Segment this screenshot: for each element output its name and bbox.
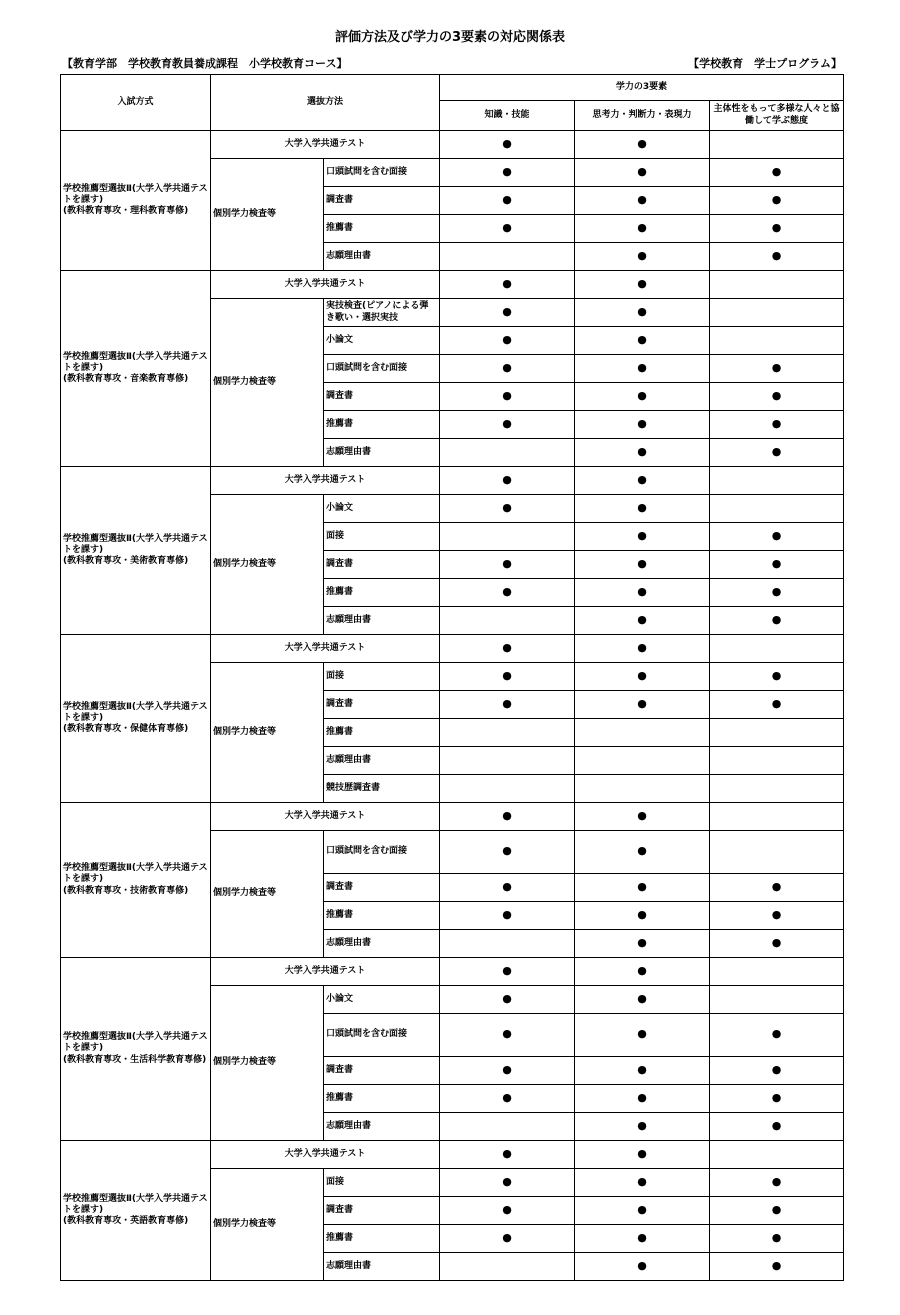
bullet-mark: ● [637,332,647,346]
mark-thinking [575,1057,710,1085]
exam-type-name: 学校推薦型選抜Ⅱ(大学入学共通テストを課す) (教科教育専攻・美術教育専修) [61,467,211,635]
bullet-mark: ● [502,192,512,206]
mark-thinking [575,635,710,663]
common-test-row [61,1141,844,1169]
common-test-row [61,271,844,299]
bullet-mark: ● [637,991,647,1005]
bullet-mark: ● [502,416,512,430]
mark-thinking [575,159,710,187]
bullet-mark: ● [637,164,647,178]
common-test-label: 大学入学共通テスト [211,958,440,986]
mark-knowledge [440,831,575,874]
mark-attitude [710,635,844,663]
method-name: 調査書 [324,383,440,411]
mark-thinking [575,495,710,523]
method-name: 推薦書 [324,1225,440,1253]
method-name: 志願理由書 [324,243,440,271]
mark-knowledge [440,467,575,495]
individual-exam-label: 個別学力検査等 [211,495,324,635]
mark-attitude [710,930,844,958]
bullet-mark: ● [502,1146,512,1160]
bullet-mark: ● [637,276,647,290]
mark-thinking [575,1169,710,1197]
mark-thinking [575,986,710,1014]
method-name: 小論文 [324,986,440,1014]
bullet-mark: ● [637,1090,647,1104]
bullet-mark: ● [771,556,782,570]
bullet-mark: ● [637,1174,647,1188]
header-attitude: 主体性をもって多様な人々と協働して学ぶ態度 [710,101,844,131]
bullet-mark: ● [502,808,512,822]
mark-knowledge [440,775,575,803]
bullet-mark: ● [502,1062,512,1076]
bullet-mark: ● [502,472,512,486]
common-test-label: 大学入学共通テスト [211,467,440,495]
method-name: 面接 [324,663,440,691]
mark-attitude [710,1169,844,1197]
bullet-mark: ● [771,444,782,458]
bullet-mark: ● [637,360,647,374]
mark-knowledge [440,1169,575,1197]
mark-thinking [575,1225,710,1253]
mark-attitude [710,607,844,635]
bullet-mark: ● [771,1202,782,1216]
mark-thinking [575,607,710,635]
mark-thinking [575,439,710,467]
header-row [61,75,844,101]
mark-thinking [575,327,710,355]
mark-attitude [710,1197,844,1225]
header-knowledge: 知識・技能 [440,101,575,131]
method-name: 推薦書 [324,1085,440,1113]
bullet-mark: ● [502,304,512,318]
method-name: 口頭試問を含む面接 [324,1014,440,1057]
mark-knowledge [440,803,575,831]
method-name: 志願理由書 [324,607,440,635]
mark-thinking [575,579,710,607]
mark-thinking [575,299,710,327]
mark-knowledge [440,411,575,439]
mark-attitude [710,467,844,495]
bullet-mark: ● [502,668,512,682]
bullet-mark: ● [502,556,512,570]
bullet-mark: ● [502,164,512,178]
common-test-label: 大学入学共通テスト [211,635,440,663]
bullet-mark: ● [502,332,512,346]
mark-attitude [710,1014,844,1057]
mark-thinking [575,902,710,930]
method-name: 調査書 [324,1057,440,1085]
common-test-label: 大学入学共通テスト [211,803,440,831]
mark-attitude [710,243,844,271]
bullet-mark: ● [502,276,512,290]
method-name: 推薦書 [324,902,440,930]
bullet-mark: ● [502,1090,512,1104]
bullet-mark: ● [637,192,647,206]
common-test-row [61,803,844,831]
method-name: 小論文 [324,495,440,523]
bullet-mark: ● [502,1202,512,1216]
mark-knowledge [440,1014,575,1057]
bullet-mark: ● [771,164,782,178]
bullet-mark: ● [771,1062,782,1076]
exam-type-name: 学校推薦型選抜Ⅱ(大学入学共通テストを課す) (教科教育専攻・理科教育専修) [61,131,211,271]
bullet-mark: ● [637,612,647,626]
exam-type-name: 学校推薦型選抜Ⅱ(大学入学共通テストを課す) (教科教育専攻・保健体育専修) [61,635,211,803]
mark-attitude [710,775,844,803]
bullet-mark: ● [502,640,512,654]
bullet-mark: ● [771,1090,782,1104]
bullet-mark: ● [637,528,647,542]
mark-attitude [710,831,844,874]
mark-attitude [710,523,844,551]
mark-thinking [575,691,710,719]
mark-attitude [710,271,844,299]
bullet-mark: ● [771,907,782,921]
bullet-mark: ● [502,220,512,234]
method-name: 推薦書 [324,411,440,439]
individual-exam-label: 個別学力検査等 [211,299,324,467]
program-label: 【学校教育 学士プログラム】 [688,57,842,70]
mark-knowledge [440,1225,575,1253]
bullet-mark: ● [502,907,512,921]
exam-type-name: 学校推薦型選抜Ⅱ(大学入学共通テストを課す) (教科教育専攻・英語教育専修) [61,1141,211,1281]
common-test-row [61,958,844,986]
individual-exam-label: 個別学力検査等 [211,159,324,271]
mark-knowledge [440,691,575,719]
mark-thinking [575,1113,710,1141]
mark-thinking [575,874,710,902]
mark-attitude [710,187,844,215]
bullet-mark: ● [637,1027,647,1041]
method-name: 実技検査(ピアノによる弾き歌い・選択実技 [324,299,440,327]
method-name: 調査書 [324,551,440,579]
common-test-row [61,635,844,663]
method-name: 口頭試問を含む面接 [324,355,440,383]
mark-attitude [710,551,844,579]
mark-thinking [575,243,710,271]
mark-attitude [710,803,844,831]
common-test-label: 大学入学共通テスト [211,131,440,159]
bullet-mark: ● [502,844,512,858]
mark-thinking [575,1141,710,1169]
mark-attitude [710,1225,844,1253]
bullet-mark: ● [637,472,647,486]
bullet-mark: ● [637,935,647,949]
mark-thinking [575,271,710,299]
bullet-mark: ● [771,1230,782,1244]
bullet-mark: ● [771,220,782,234]
mark-knowledge [440,243,575,271]
mark-knowledge [440,719,575,747]
mark-thinking [575,930,710,958]
table-body [61,75,844,1281]
mark-thinking [575,958,710,986]
mark-knowledge [440,986,575,1014]
method-name: 競技歴調査書 [324,775,440,803]
exam-type-name: 学校推薦型選抜Ⅱ(大学入学共通テストを課す) (教科教育専攻・技術教育専修) [61,803,211,958]
mark-thinking [575,411,710,439]
mark-attitude [710,958,844,986]
mark-attitude [710,495,844,523]
mark-knowledge [440,1141,575,1169]
mark-thinking [575,131,710,159]
mark-attitude [710,1085,844,1113]
mark-attitude [710,327,844,355]
method-name: 志願理由書 [324,439,440,467]
mark-attitude [710,159,844,187]
bullet-mark: ● [502,360,512,374]
mark-knowledge [440,523,575,551]
mark-knowledge [440,607,575,635]
exam-type-name: 学校推薦型選抜Ⅱ(大学入学共通テストを課す) (教科教育専攻・音楽教育専修) [61,271,211,467]
bullet-mark: ● [771,584,782,598]
mark-attitude [710,411,844,439]
bullet-mark: ● [771,1174,782,1188]
mark-attitude [710,1113,844,1141]
method-name: 口頭試問を含む面接 [324,159,440,187]
mark-knowledge [440,930,575,958]
mark-thinking [575,1253,710,1281]
header-three-elements: 学力の3要素 [440,75,844,101]
mark-attitude [710,874,844,902]
mark-knowledge [440,1253,575,1281]
bullet-mark: ● [637,696,647,710]
mark-knowledge [440,131,575,159]
bullet-mark: ● [771,668,782,682]
mark-knowledge [440,439,575,467]
common-test-label: 大学入学共通テスト [211,271,440,299]
header-thinking: 思考力・判断力・表現力 [575,101,710,131]
bullet-mark: ● [771,696,782,710]
method-name: 調査書 [324,1197,440,1225]
mark-knowledge [440,271,575,299]
bullet-mark: ● [637,1258,647,1272]
bullet-mark: ● [771,1027,782,1041]
mark-knowledge [440,663,575,691]
bullet-mark: ● [502,388,512,402]
bullet-mark: ● [637,844,647,858]
bullet-mark: ● [637,808,647,822]
mark-knowledge [440,551,575,579]
mark-thinking [575,747,710,775]
mark-attitude [710,986,844,1014]
method-name: 口頭試問を含む面接 [324,831,440,874]
method-name: 志願理由書 [324,1113,440,1141]
bullet-mark: ● [637,907,647,921]
bullet-mark: ● [637,500,647,514]
mark-thinking [575,719,710,747]
mark-knowledge [440,747,575,775]
bullet-mark: ● [637,136,647,150]
bullet-mark: ● [502,879,512,893]
mark-thinking [575,383,710,411]
individual-exam-label: 個別学力検査等 [211,831,324,958]
bullet-mark: ● [502,1230,512,1244]
mark-thinking [575,663,710,691]
mark-attitude [710,299,844,327]
mark-thinking [575,523,710,551]
exam-type-name: 学校推薦型選抜Ⅱ(大学入学共通テストを課す) (教科教育専攻・生活科学教育専修) [61,958,211,1141]
mark-knowledge [440,874,575,902]
faculty-course-label: 【教育学部 学校教育教員養成課程 小学校教育コース】 [62,57,348,70]
mark-attitude [710,383,844,411]
mark-attitude [710,215,844,243]
header-exam-type: 入試方式 [61,75,211,131]
bullet-mark: ● [637,1202,647,1216]
bullet-mark: ● [771,528,782,542]
bullet-mark: ● [637,879,647,893]
mark-attitude [710,747,844,775]
mark-knowledge [440,355,575,383]
bullet-mark: ● [771,416,782,430]
mark-attitude [710,579,844,607]
bullet-mark: ● [502,991,512,1005]
mark-knowledge [440,902,575,930]
mark-knowledge [440,958,575,986]
header-selection-method: 選抜方法 [211,75,440,131]
method-name: 志願理由書 [324,747,440,775]
mark-attitude [710,691,844,719]
mark-thinking [575,1014,710,1057]
bullet-mark: ● [502,584,512,598]
bullet-mark: ● [637,963,647,977]
mark-attitude [710,1253,844,1281]
evaluation-table [60,74,844,1281]
mark-knowledge [440,383,575,411]
bullet-mark: ● [502,696,512,710]
mark-knowledge [440,1085,575,1113]
bullet-mark: ● [637,444,647,458]
mark-attitude [710,1141,844,1169]
mark-knowledge [440,1057,575,1085]
mark-attitude [710,439,844,467]
mark-thinking [575,1197,710,1225]
bullet-mark: ● [637,304,647,318]
bullet-mark: ● [771,935,782,949]
bullet-mark: ● [502,136,512,150]
bullet-mark: ● [502,1027,512,1041]
method-name: 調査書 [324,691,440,719]
bullet-mark: ● [637,416,647,430]
mark-attitude [710,719,844,747]
mark-knowledge [440,299,575,327]
mark-thinking [575,187,710,215]
common-test-row [61,467,844,495]
method-name: 志願理由書 [324,1253,440,1281]
method-name: 面接 [324,523,440,551]
method-name: 推薦書 [324,719,440,747]
mark-knowledge [440,215,575,243]
bullet-mark: ● [771,1258,782,1272]
mark-thinking [575,355,710,383]
bullet-mark: ● [637,584,647,598]
bullet-mark: ● [637,1062,647,1076]
method-name: 調査書 [324,874,440,902]
individual-exam-label: 個別学力検査等 [211,986,324,1141]
method-name: 推薦書 [324,579,440,607]
bullet-mark: ● [637,640,647,654]
mark-attitude [710,355,844,383]
mark-thinking [575,467,710,495]
method-name: 小論文 [324,327,440,355]
bullet-mark: ● [637,556,647,570]
mark-knowledge [440,1197,575,1225]
common-test-label: 大学入学共通テスト [211,1141,440,1169]
document-title: 評価方法及び学力の3要素の対応関係表 [334,30,566,45]
mark-knowledge [440,579,575,607]
mark-attitude [710,131,844,159]
common-test-row [61,131,844,159]
bullet-mark: ● [637,248,647,262]
mark-thinking [575,1085,710,1113]
bullet-mark: ● [637,668,647,682]
mark-attitude [710,663,844,691]
individual-exam-label: 個別学力検査等 [211,1169,324,1281]
mark-thinking [575,803,710,831]
method-name: 志願理由書 [324,930,440,958]
method-name: 調査書 [324,187,440,215]
bullet-mark: ● [771,388,782,402]
bullet-mark: ● [771,1118,782,1132]
bullet-mark: ● [637,1118,647,1132]
method-name: 面接 [324,1169,440,1197]
mark-knowledge [440,1113,575,1141]
bullet-mark: ● [771,192,782,206]
individual-exam-label: 個別学力検査等 [211,663,324,803]
bullet-mark: ● [637,1146,647,1160]
mark-thinking [575,775,710,803]
mark-knowledge [440,187,575,215]
mark-knowledge [440,327,575,355]
mark-knowledge [440,635,575,663]
mark-knowledge [440,495,575,523]
bullet-mark: ● [771,360,782,374]
mark-thinking [575,215,710,243]
mark-knowledge [440,159,575,187]
bullet-mark: ● [637,220,647,234]
bullet-mark: ● [771,612,782,626]
bullet-mark: ● [502,963,512,977]
bullet-mark: ● [637,388,647,402]
mark-thinking [575,831,710,874]
bullet-mark: ● [502,1174,512,1188]
mark-attitude [710,902,844,930]
mark-attitude [710,1057,844,1085]
bullet-mark: ● [637,1230,647,1244]
method-name: 推薦書 [324,215,440,243]
bullet-mark: ● [771,248,782,262]
bullet-mark: ● [771,879,782,893]
mark-thinking [575,551,710,579]
bullet-mark: ● [502,500,512,514]
